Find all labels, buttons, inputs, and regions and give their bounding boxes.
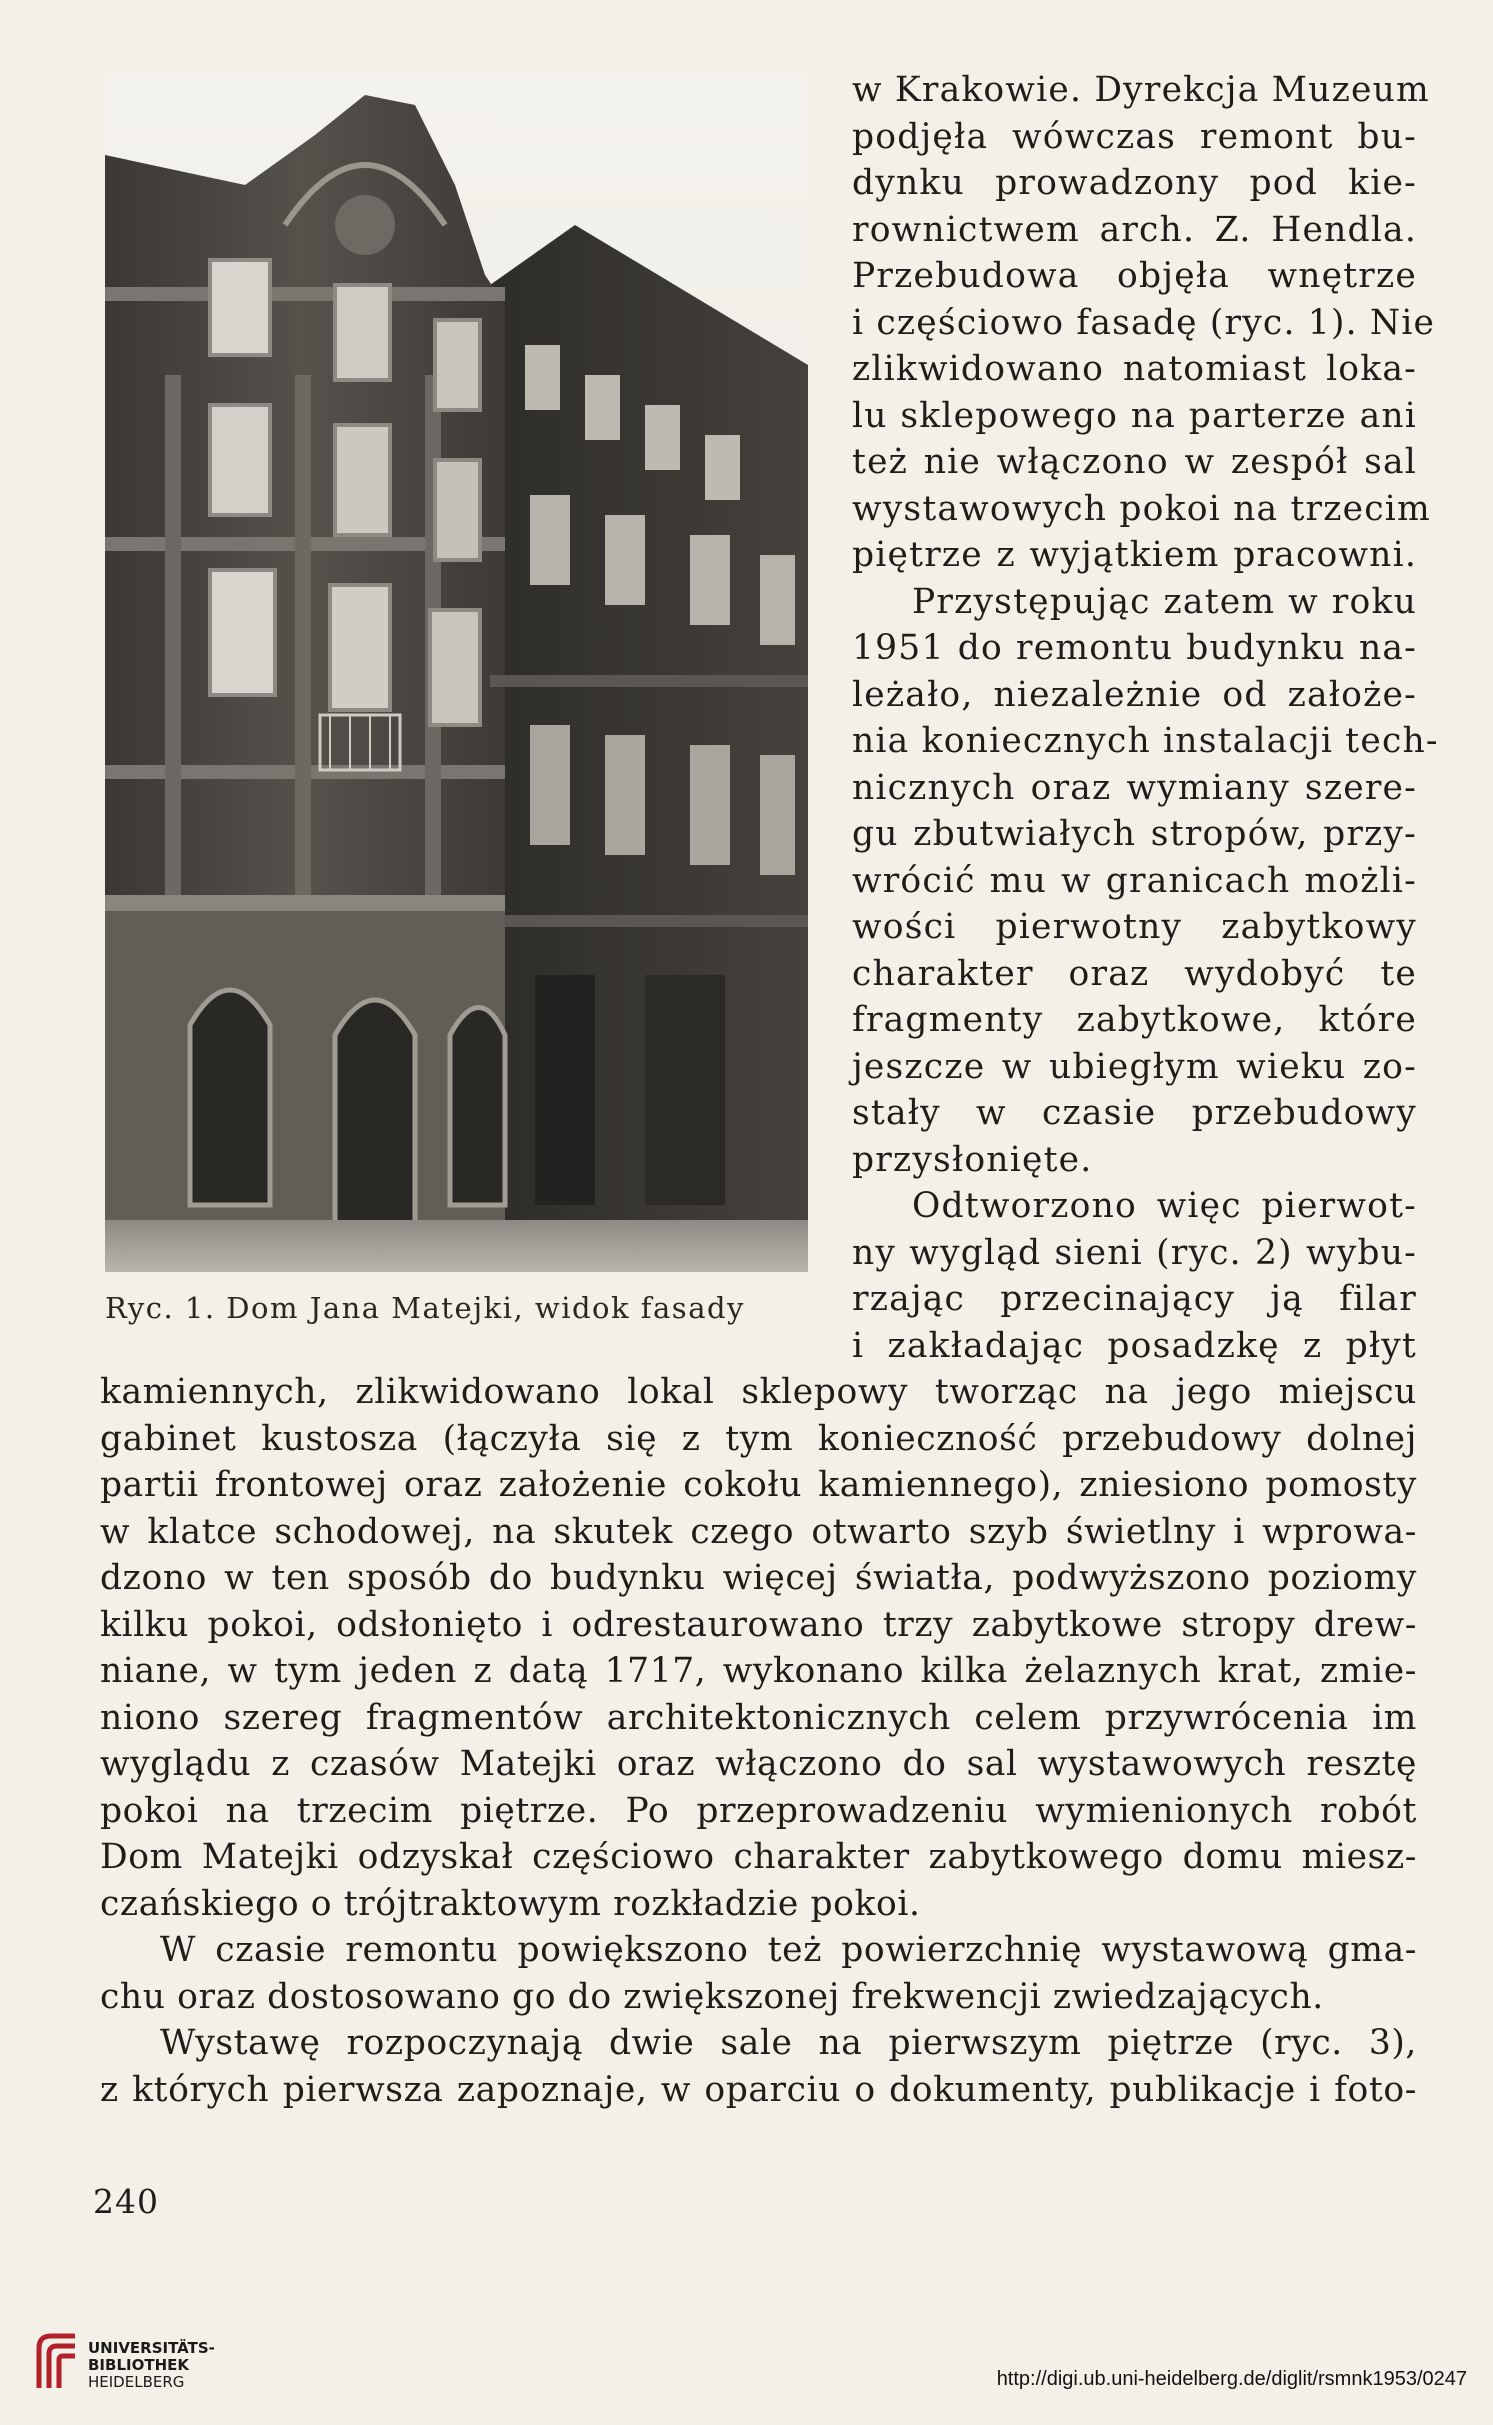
text-line: rownictwem arch. Z. Hendla. — [852, 209, 1417, 250]
text-line: leżało, niezależnie od założe- — [852, 674, 1417, 715]
text-line: 1951 do remontu budynku na- — [852, 628, 1417, 668]
text-line: wystawowych pokoi na trzecim — [852, 488, 1431, 529]
text-line: i zakładając posadzkę z płyt — [852, 1325, 1417, 1366]
library-name — [88, 2340, 215, 2391]
text-line: nicznych oraz wymiany szere- — [852, 767, 1417, 808]
text-line: rzając przecinający ją filar — [852, 1279, 1417, 1319]
text-line: gu zbutwiałych stropów, przy- — [852, 814, 1417, 854]
text-line: fragmenty zabytkowe, które — [852, 1000, 1417, 1040]
text-line: czańskiego o trójtraktowym rozkładzie pokoi. — [100, 1883, 921, 1924]
text-line: gabinet kustosza (łączyła się z tym konieczność przebudowy dolnej — [100, 1418, 1417, 1459]
text-line: z których pierwsza zapoznaje, w oparciu o dokumenty, publikacje i foto- — [100, 2069, 1417, 2110]
text-line: stały w czasie przebudowy — [852, 1093, 1417, 1133]
text-line: wrócić mu w granicach możli- — [852, 860, 1417, 901]
library-line-2: BIBLIOTHEK — [88, 2356, 189, 2374]
page-number: 240 — [93, 2182, 159, 2221]
text-line: wyglądu z czasów Matejki oraz włączono do sal wystawowych resztę — [100, 1744, 1417, 1784]
text-line: i częściowo fasadę (ryc. 1). Nie — [852, 302, 1436, 343]
text-line: ny wygląd sieni (ryc. 2) wybu- — [852, 1232, 1417, 1273]
library-line-3: HEIDELBERG — [88, 2373, 185, 2391]
text-line: dzono w ten sposób do budynku więcej światła, podwyższono poziomy — [100, 1558, 1417, 1598]
text-line: zlikwidowano natomiast loka- — [852, 349, 1417, 389]
text-line: Odtworzono więc pierwot- — [912, 1186, 1417, 1226]
text-line: podjęła wówczas remont bu- — [852, 116, 1417, 157]
text-line: pokoi na trzecim piętrze. Po przeprowadzeniu wymienionych robót — [100, 1790, 1417, 1831]
text-column — [852, 67, 1439, 1369]
figure-caption: Ryc. 1. Dom Jana Matejki, widok fasady — [105, 1291, 745, 1325]
text-line: charakter oraz wydobyć te — [852, 953, 1417, 994]
text-line: Wystawę rozpoczynają dwie sale na pierwszym piętrze (ryc. 3), — [160, 2023, 1417, 2063]
text-line: Przystępując zatem w roku — [912, 581, 1417, 622]
facade-photo — [105, 75, 808, 1272]
text-line: partii frontowej oraz założenie cokołu kamiennego), zniesiono pomosty — [100, 1465, 1417, 1505]
text-line: lu sklepowego na parterze ani — [852, 395, 1417, 436]
text-line: W czasie remontu powiększono też powierzchnię wystawową gma- — [160, 1930, 1417, 1970]
source-url-link[interactable]: http://digi.ub.uni-heidelberg.de/diglit/rsmnk1953/0247 — [996, 2368, 1467, 2390]
text-line: nia koniecznych instalacji tech- — [852, 721, 1439, 761]
library-line-1: UNIVERSITÄTS- — [88, 2339, 215, 2357]
text-line: kamiennych, zlikwidowano lokal sklepowy tworząc na jego miejscu — [100, 1372, 1417, 1412]
text-body — [100, 1369, 1417, 2113]
text-line: w klatce schodowej, na skutek czego otwarto szyb świetlny i wprowa- — [100, 1511, 1417, 1552]
text-line: chu oraz dostosowano go do zwiększonej frekwencji zwiedzających. — [100, 1976, 1324, 2017]
text-line: niono szereg fragmentów architektonicznych celem przywrócenia im — [100, 1697, 1417, 1738]
text-line: niane, w tym jeden z datą 1717, wykonano kilka żelaznych krat, zmie- — [100, 1651, 1417, 1691]
library-logo-icon — [33, 2330, 83, 2394]
text-line: Przebudowa objęła wnętrze — [852, 256, 1417, 296]
text-line: jeszcze w ubiegłym wieku zo- — [852, 1046, 1417, 1087]
text-line: w Krakowie. Dyrekcja Muzeum — [852, 70, 1430, 110]
text-line: Dom Matejki odzyskał częściowo charakter zabytkowego domu miesz- — [100, 1837, 1417, 1877]
text-line: piętrze z wyjątkiem pracowni. — [852, 535, 1417, 575]
text-line: wości pierwotny zabytkowy — [852, 907, 1417, 947]
text-line: dynku prowadzony pod kie- — [852, 163, 1417, 203]
text-line: przysłonięte. — [852, 1139, 1093, 1180]
text-line: też nie włączono w zespół sal — [852, 442, 1417, 482]
text-line: kilku pokoi, odsłonięto i odrestaurowano trzy zabytkowe stropy drew- — [100, 1604, 1417, 1645]
